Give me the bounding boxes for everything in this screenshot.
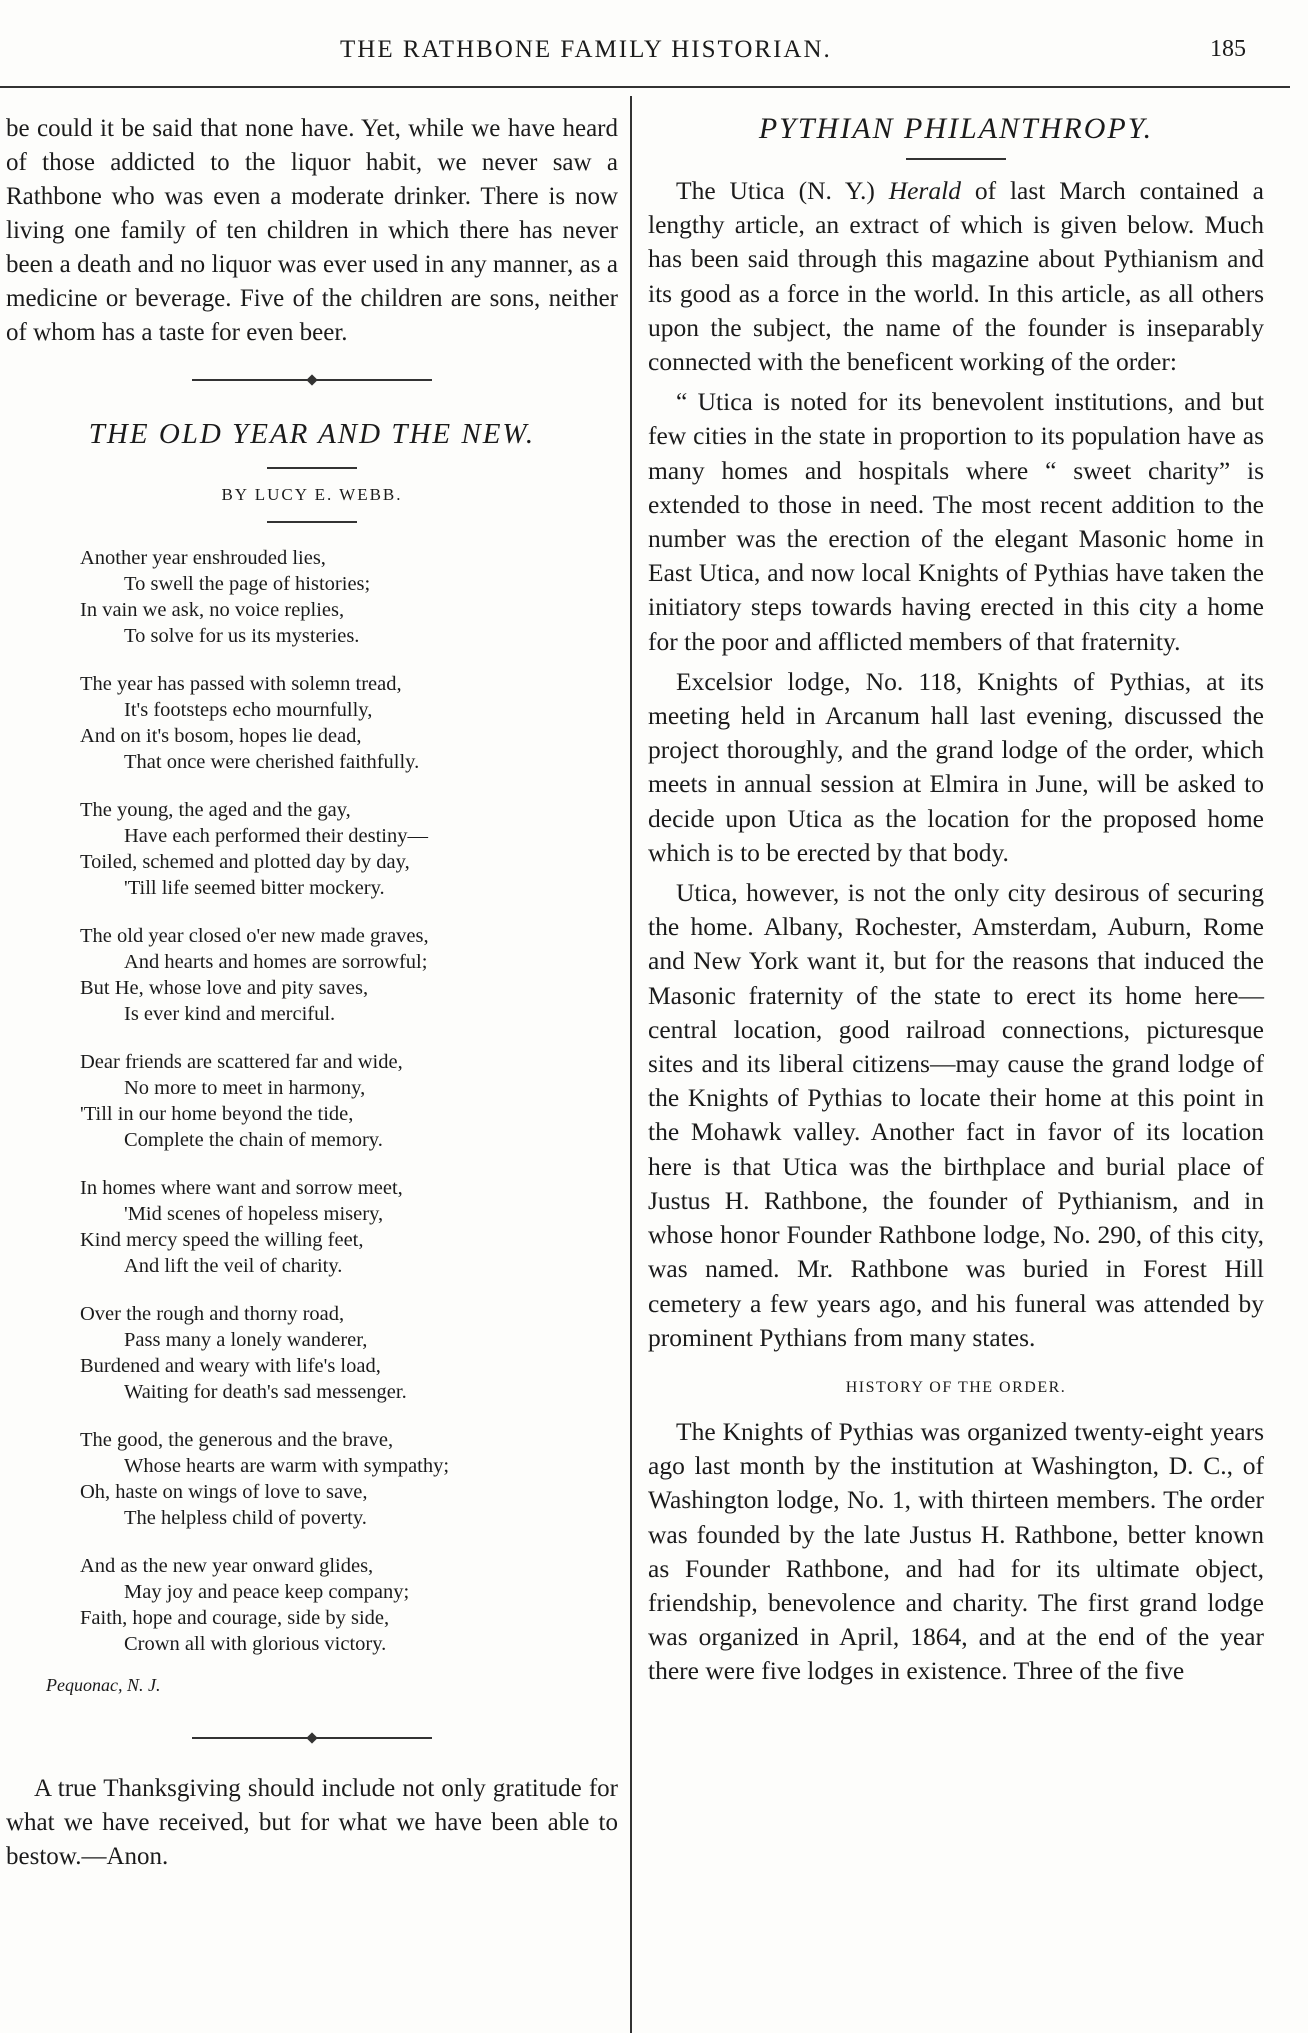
poem-line: And as the new year onward glides, — [80, 1555, 374, 1577]
poem-line: And hearts and homes are sorrowful; — [124, 951, 428, 973]
poem-line: Toiled, schemed and plotted day by day, — [80, 851, 410, 873]
poem-line: 'Till life seemed bitter mockery. — [124, 877, 385, 899]
poem-byline: BY LUCY E. WEBB. — [221, 485, 403, 504]
poem-line: 'Till in our home beyond the tide, — [80, 1103, 354, 1125]
poem-line: Waiting for death's sad messenger. — [124, 1381, 407, 1403]
section-title: PYTHIAN PHILANTHROPY. — [758, 112, 1154, 145]
poem-stanza — [80, 1049, 618, 1153]
poem-line: The good, the generous and the brave, — [80, 1429, 394, 1451]
poem-line: In vain we ask, no voice replies, — [80, 599, 345, 621]
header-rule — [0, 86, 1290, 88]
poem-stanza — [80, 671, 618, 775]
running-header — [0, 30, 1290, 70]
poem-line: It's footsteps echo mournfully, — [124, 699, 373, 721]
poem-line: Whose hearts are warm with sympathy; — [124, 1455, 450, 1477]
poem-line: No more to meet in harmony, — [124, 1077, 366, 1099]
poem-line: Pass many a lonely wanderer, — [124, 1329, 368, 1351]
poem-title: THE OLD YEAR AND THE NEW. — [88, 418, 536, 450]
opening-paragraph: be could it be said that none have. Yet, while we have heard of those addicted to the liquor habit, we never saw a Rathbone who was even a moderate drinker. There is now living one family of ten children in which there has never been a death and no liquor was ever used in any manner, as a medicine or beverage. Five of the children are sons, neither of whom has a taste for even beer. — [6, 115, 618, 346]
poem-line: The helpless child of poverty. — [124, 1507, 367, 1529]
poem-line: The old year closed o'er new made graves, — [80, 925, 429, 947]
poem-line: Have each performed their destiny— — [124, 825, 428, 847]
poem-line: And lift the veil of charity. — [124, 1255, 343, 1277]
poem-stanza — [80, 1427, 618, 1531]
intro-paragraph — [648, 174, 1264, 379]
history-subheading: HISTORY OF THE ORDER. — [845, 1378, 1067, 1396]
poem-body — [6, 545, 618, 1657]
poem-line: Burdened and weary with life's load, — [80, 1355, 381, 1377]
title-rule — [267, 467, 357, 469]
poem-line: Faith, hope and courage, side by side, — [80, 1607, 390, 1629]
poem-line: Dear friends are scattered far and wide, — [80, 1051, 403, 1073]
byline-rule — [267, 521, 357, 523]
poem-line: And on it's bosom, hopes lie dead, — [80, 725, 362, 747]
left-column — [6, 112, 618, 1874]
poem-line: Is ever kind and merciful. — [124, 1003, 336, 1025]
poem-line: To solve for us its mysteries. — [124, 625, 360, 647]
poem-line: Oh, haste on wings of love to save, — [80, 1481, 368, 1503]
poem-line: But He, whose love and pity saves, — [80, 977, 369, 999]
poem-stanza — [80, 923, 618, 1027]
poem-stanza — [80, 1301, 618, 1405]
poem-line: The year has passed with solemn tread, — [80, 673, 402, 695]
thanksgiving-quote: A true Thanksgiving should include not only gratitude for what we have received, but for what we have been able to bestow.—Anon. — [6, 1775, 618, 1870]
article-paragraph: Utica, however, is not the only city desirous of securing the home. Albany, Rochester, Amsterdam, Auburn, Rome and New York want it, but for the reasons that induced the Masonic fraternity of the state to erect its home here—central location, good railroad connections, picturesque sites and its liberal citizens—may cause the grand lodge of the Knights of Pythias to locate their home at this point in the Mohawk valley. Another fact in favor of its location here is that Utica was the birthplace and burial place of Justus H. Rathbone, the founder of Pythianism, and in whose honor Founder Rathbone lodge, No. 290, of this city, was named. Mr. Rathbone was buried in Forest Hill cemetery a few years ago, and his funeral was attended by prominent Pythians from many states. — [648, 878, 1264, 1352]
poem-stanza — [80, 545, 618, 649]
ornamental-rule — [6, 372, 618, 388]
article-paragraph: “ Utica is noted for its benevolent institutions, and but few cities in the state in proportion to its population have as many homes and hospitals where “ sweet charity” is extended to those in need. The most recent addition to the number was the erection of the elegant Masonic home in East Utica, and now local Knights of Pythias have taken the initiatory steps towards having erected in this city a home for the poor and afflicted members of that fraternity. — [648, 387, 1264, 656]
poem-line: In homes where want and sorrow meet, — [80, 1177, 403, 1199]
poem-line: May joy and peace keep company; — [124, 1581, 410, 1603]
column-divider — [630, 96, 632, 2033]
poem-line: To swell the page of histories; — [124, 573, 371, 595]
poem-line: Another year enshrouded lies, — [80, 547, 326, 569]
poem-place: Pequonac, N. J. — [46, 1675, 161, 1695]
poem-line: Complete the chain of memory. — [124, 1129, 383, 1151]
ornamental-rule-2 — [6, 1730, 618, 1746]
history-paragraph: The Knights of Pythias was organized twenty-eight years ago last month by the institution at Washington, D. C., of Washington lodge, No. 1, with thirteen members. The order was founded by the late Justus H. Rathbone, better known as Founder Rathbone, and had for its ultimate object, friendship, benevolence and charity. The first grand lodge was organized in April, 1864, and at the end of the year there were five lodges in existence. Three of the five — [648, 1416, 1264, 1686]
poem-line: That once were cherished faithfully. — [124, 751, 420, 773]
section-rule — [906, 158, 1006, 160]
intro-text-a: The Utica (N. Y.) — [676, 176, 889, 205]
right-column — [648, 112, 1264, 1689]
newspaper-name: Herald — [888, 176, 961, 205]
article-paragraph: Excelsior lodge, No. 118, Knights of Pythias, at its meeting held in Arcanum hall last evening, discussed the project thoroughly, and the grand lodge of the order, which meets in annual session at Elmira in June, will be asked to decide upon Utica as the location for the proposed home which is to be erected by that body. — [648, 666, 1264, 867]
poem-line: Over the rough and thorny road, — [80, 1303, 345, 1325]
poem-line: Kind mercy speed the willing feet, — [80, 1229, 364, 1251]
poem-stanza — [80, 1175, 618, 1279]
page-number: 185 — [1210, 36, 1246, 62]
poem-line: The young, the aged and the gay, — [80, 799, 351, 821]
journal-title: THE RATHBONE FAMILY HISTORIAN. — [340, 36, 832, 63]
poem-stanza — [80, 1553, 618, 1657]
poem-line: 'Mid scenes of hopeless misery, — [124, 1203, 384, 1225]
intro-text-b: of last March contained a lengthy article, an extract of which is given below. Much has been said through this magazine about Pythianism and its good as a force in the world. In this article, as all others upon the subject, the name of the founder is inseparably connected with the beneficent working of the order: — [648, 176, 1264, 377]
poem-line: Crown all with glorious victory. — [124, 1633, 387, 1655]
poem-stanza — [80, 797, 618, 901]
